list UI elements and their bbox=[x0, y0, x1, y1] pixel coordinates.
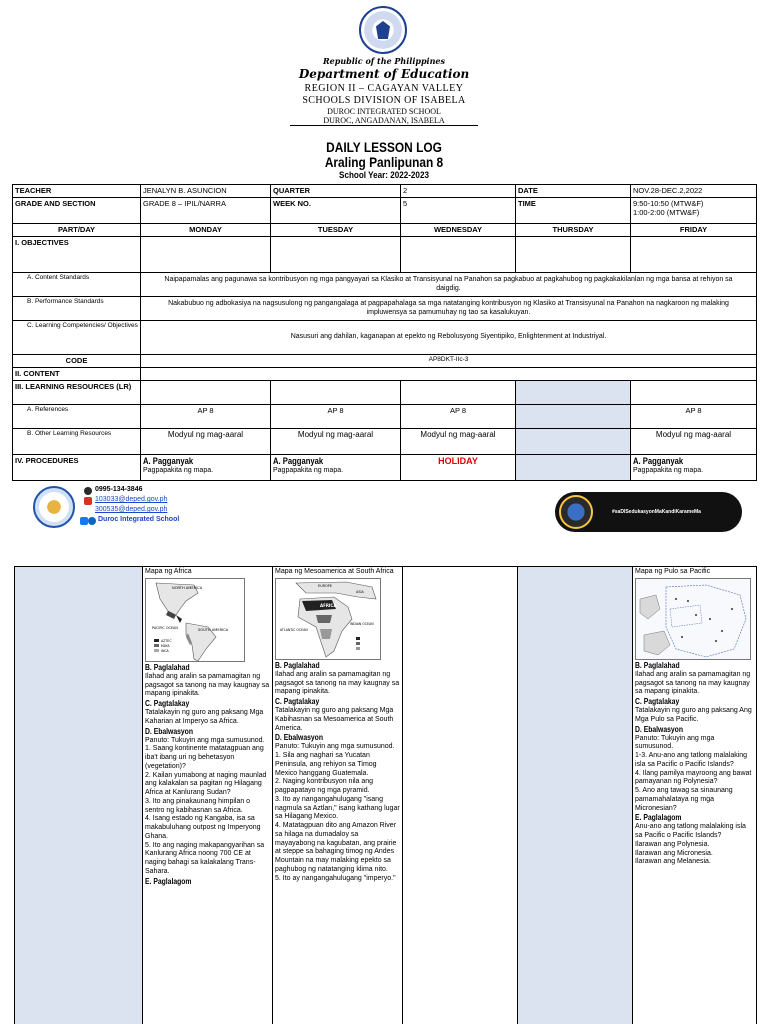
time-slot-1: 9:50-10:50 (MTW&F) bbox=[633, 199, 704, 208]
competencies-label: C. Learning Competencies/ Objectives bbox=[13, 321, 141, 355]
wednesday-continued bbox=[403, 567, 518, 1024]
monday-question-4: 4. Isang estado ng Kangaba, isa sa makabuluhang outpost ng Imperyong Ghana. bbox=[145, 815, 261, 840]
time-label: TIME bbox=[516, 198, 631, 224]
friday-ebalwasyon-text: Panuto: Tukuyin ang mga sumusunod. bbox=[635, 734, 715, 751]
map-label-south-america: SOUTH AMERICA bbox=[198, 627, 229, 632]
info-row-teacher bbox=[13, 185, 757, 198]
map-legend-maya: MAYA bbox=[161, 643, 170, 648]
tuesday-pagganyak-text: Pagpapakita ng mapa. bbox=[273, 466, 344, 474]
map-label-north-america: NORTH AMERICA bbox=[172, 585, 203, 590]
school-name: DUROC INTEGRATED SCHOOL bbox=[327, 107, 441, 116]
americas-map-image bbox=[145, 578, 245, 662]
part-day-header: PART/DAY bbox=[13, 224, 141, 237]
quarter-label: QUARTER bbox=[271, 185, 401, 198]
mail-icon bbox=[84, 497, 92, 505]
deped-seal-logo bbox=[359, 6, 407, 54]
map-label-asia: ASIA bbox=[356, 589, 364, 594]
tuesday-reference: AP 8 bbox=[271, 405, 401, 429]
facebook-icon bbox=[80, 517, 88, 525]
map-label-atlantic: ATLANTIC OCEAN bbox=[280, 627, 308, 632]
friday-paglalagom-text: Anu-ano ang tatlong malalaking isla sa Pacific o Pacific Islands? bbox=[635, 823, 746, 839]
friday-paglalahad-text: Ilahad ang aralin sa pamamagitan ng pagsagot sa tanong na may kaugnay sa mapang ipinakita. bbox=[635, 670, 751, 696]
thursday-shaded-cell bbox=[516, 455, 631, 481]
tuesday-pagtalakay-heading: C. Pagtalakay bbox=[275, 697, 320, 706]
tuesday-procedure bbox=[271, 455, 401, 481]
tuesday-continued bbox=[273, 567, 403, 1024]
thursday-shaded-cell bbox=[516, 381, 631, 405]
info-row-grade bbox=[13, 198, 757, 224]
friday-pagganyak-heading: A. Pagganyak bbox=[633, 456, 684, 466]
code-row bbox=[13, 355, 757, 368]
subject-title: Araling Panlipunan 8 bbox=[324, 154, 444, 170]
code-value: AP8DKT-IIc-3 bbox=[141, 355, 757, 368]
division-name: SCHOOLS DIVISION OF ISABELA bbox=[302, 95, 466, 106]
code-label: CODE bbox=[13, 355, 141, 368]
references-row bbox=[13, 405, 757, 429]
monday-question-2: 2. Kailan yumabong at naging maunlad ang kalakalan sa pagitan ng Hilagang Africa at Kanlurang Sudan? bbox=[145, 771, 267, 796]
friday-other-resource: Modyul ng mag-aaral bbox=[631, 429, 757, 455]
time-value bbox=[631, 198, 757, 224]
document-title: DAILY LESSON LOG bbox=[326, 139, 442, 155]
procedures-continued-row bbox=[15, 567, 757, 1024]
procedures-row bbox=[13, 455, 757, 481]
banner-hashtag: #saDISedukasyonMaKandiKarameMa bbox=[612, 509, 701, 515]
competencies-row bbox=[13, 321, 757, 355]
monday-other-resource: Modyul ng mag-aaral bbox=[141, 429, 271, 455]
friday-continued bbox=[633, 567, 757, 1024]
africa-map-image bbox=[275, 578, 381, 660]
tuesday-question-5: 5. Ito ay nangangahulugang "imperyo." bbox=[275, 874, 396, 882]
monday-paglalahad-heading: B. Paglalahad bbox=[145, 662, 190, 672]
monday-pagganyak-text: Pagpapakita ng mapa. bbox=[143, 466, 214, 474]
thursday-header: THURSDAY bbox=[516, 224, 631, 237]
tuesday-ebalwasyon-text: Panuto: Tukuyin ang mga sumusunod. bbox=[275, 743, 395, 751]
friday-procedure bbox=[631, 455, 757, 481]
friday-map-caption: Mapa ng Pulo sa Pacific bbox=[635, 568, 711, 575]
objectives-label: I. OBJECTIVES bbox=[13, 237, 141, 273]
tuesday-question-3: 3. Ito ay nangangahulugang "isang nagmula sa Aztlan," isang kathang lugar sa Hilagang Mexico. bbox=[275, 795, 400, 821]
monday-question-3: 3. Ito ang pinakaunang himpilan o sentro ng kabihasnan sa Africa. bbox=[145, 797, 251, 814]
monday-ebalwasyon-text: Panuto: Tukuyin ang mga sumusunod. bbox=[145, 736, 265, 744]
map-legend-aztec: AZTEC bbox=[161, 638, 172, 643]
grade-value: GRADE 8 – IPIL/NARRA bbox=[141, 198, 271, 224]
school-address: DUROC, ANGADANAN, ISABELA bbox=[323, 116, 445, 125]
content-label: II. CONTENT bbox=[13, 368, 141, 381]
monday-map-caption: Mapa ng Africa bbox=[145, 568, 192, 575]
messenger-icon bbox=[88, 517, 96, 525]
friday-question-1-3: 1-3. Anu-ano ang tatlong malalaking isla sa Pacific o Pacific Islands? bbox=[635, 752, 748, 768]
day-header-row bbox=[13, 224, 757, 237]
tuesday-question-1: 1. Sila ang naghari sa Yucatan Peninsula, ang rehiyon sa Timog Mexico hanggang Guatemala. bbox=[275, 752, 377, 777]
map-label-pacific: PACIFIC OCEAN bbox=[152, 625, 178, 630]
wednesday-other-resource: Modyul ng mag-aaral bbox=[401, 429, 516, 455]
tuesday-header: TUESDAY bbox=[271, 224, 401, 237]
performance-standards-label: B. Performance Standards bbox=[13, 297, 141, 321]
thursday-shaded-cell bbox=[516, 429, 631, 455]
tuesday-question-4: 4. Matatagpuan dito ang Amazon River sa hilaga na dumadaloy sa mayayabong na kagubatan, ang prairie at steppe sa bahaging timog ng Andes Mountain na may malaking epekto sa paghubog ng natatanging klima nito. bbox=[275, 822, 397, 873]
friday-reference: AP 8 bbox=[631, 405, 757, 429]
teacher-value: JENALYN B. ASUNCION bbox=[141, 185, 271, 198]
week-label: WEEK NO. bbox=[271, 198, 401, 224]
references-label: A. References bbox=[13, 405, 141, 429]
other-resources-label: B. Other Learning Resources bbox=[13, 429, 141, 455]
friday-paglalagom-heading: E. Paglalagom bbox=[635, 813, 682, 823]
grade-label: GRADE AND SECTION bbox=[13, 198, 141, 224]
week-value: 5 bbox=[401, 198, 516, 224]
monday-pagtalakay-heading: C. Pagtalakay bbox=[145, 699, 190, 708]
content-standards-label: A. Content Standards bbox=[13, 273, 141, 297]
monday-continued bbox=[143, 567, 273, 1024]
footer-school-name: Duroc Integrated School bbox=[98, 516, 180, 523]
wednesday-reference: AP 8 bbox=[401, 405, 516, 429]
content-standards-row bbox=[13, 273, 757, 297]
department-name: Department of Education bbox=[298, 67, 470, 81]
monday-question-1: 1. Saang kontinente matatagpuan ang iba't ibang uri ng behetasyon (vegetation)? bbox=[145, 745, 264, 770]
tuesday-paglalahad-text: Ilahad ang aralin sa pamamagitan ng pagsagot sa tanong na may kaugnay sa mapang ipinakita. bbox=[275, 670, 400, 696]
header-divider bbox=[290, 125, 478, 126]
monday-paglalagom-heading: E. Paglalagom bbox=[145, 876, 192, 886]
friday-question-5: 5. Ano ang tawag sa sinaunang pamamahalataya ng mga Micronesian? bbox=[635, 787, 733, 812]
tuesday-map-caption: Mapa ng Mesoamerica at South Africa bbox=[275, 568, 394, 575]
map-label-europe: EUROPE bbox=[318, 583, 332, 588]
tuesday-ebalwasyon-heading: D. Ebalwasyon bbox=[275, 733, 323, 743]
date-label: DATE bbox=[516, 185, 631, 198]
pacific-islands-map-image bbox=[635, 578, 751, 660]
quarter-value: 2 bbox=[401, 185, 516, 198]
region-name: REGION II – CAGAYAN VALLEY bbox=[304, 83, 464, 94]
friday-pagganyak-text: Pagpapakita ng mapa. bbox=[633, 466, 704, 474]
monday-ebalwasyon-heading: D. Ebalwasyon bbox=[145, 726, 193, 736]
part-column-shaded bbox=[15, 567, 143, 1024]
learning-resources-label: III. LEARNING RESOURCES (LR) bbox=[13, 381, 141, 405]
friday-paglalagom-item-1: Ilarawan ang Polynesia. bbox=[635, 840, 710, 848]
performance-standards-row bbox=[13, 297, 757, 321]
time-slot-2: 1:00-2:00 (MTW&F) bbox=[633, 208, 700, 217]
monday-header: MONDAY bbox=[141, 224, 271, 237]
wednesday-holiday: HOLIDAY bbox=[401, 455, 516, 481]
friday-header: FRIDAY bbox=[631, 224, 757, 237]
performance-standards-text: Nakabubuo ng adbokasiya na nagsusulong ng pangangalaga at pagpapahalaga sa mga natatanging kontribusyon ng Klasiko at Transisyunal na Panahon na nagkaroon ng malaking impluwensya sa pamumuhay ng tao sa kasalukuyan. bbox=[141, 297, 757, 321]
tuesday-pagtalakay-text: Tatalakayin ng guro ang paksang Mga Kabihasnan sa Mesoamerica at South America. bbox=[275, 707, 394, 732]
republic-line: Republic of the Philippines bbox=[322, 56, 445, 66]
monday-procedure bbox=[141, 455, 271, 481]
friday-pagtalakay-text: Tatalakayin ng guro ang paksang Ang Mga Pulo sa Pacific. bbox=[635, 707, 752, 723]
school-year: School Year: 2022-2023 bbox=[339, 170, 429, 180]
tuesday-pagganyak-heading: A. Pagganyak bbox=[273, 456, 324, 466]
friday-ebalwasyon-heading: D. Ebalwasyon bbox=[635, 724, 683, 734]
tuesday-paglalahad-heading: B. Paglalahad bbox=[275, 660, 320, 670]
monday-paglalahad-text: Ilahad ang aralin sa pamamagitan ng pagsagot sa tanong na may kaugnay sa mapang ipinakita. bbox=[145, 672, 270, 698]
map-legend-inca: INCA bbox=[161, 648, 169, 653]
teacher-label: TEACHER bbox=[13, 185, 141, 198]
competencies-text: Nasusuri ang dahilan, kaganapan at epekto ng Rebolusyong Siyentipiko, Enlightenment at Industriyal. bbox=[141, 321, 757, 355]
footer-email-2[interactable]: 300535@deped.gov.ph bbox=[95, 506, 168, 513]
other-resources-row bbox=[13, 429, 757, 455]
wednesday-header: WEDNESDAY bbox=[401, 224, 516, 237]
friday-question-4: 4. Ilang pamilya mayroong ang bawat pamayanan ng Polynesia? bbox=[635, 769, 752, 786]
friday-paglalahad-heading: B. Paglalahad bbox=[635, 660, 680, 670]
school-logo bbox=[33, 486, 75, 528]
content-standards-text: Naipapamalas ang pagunawa sa kontribusyon ng mga pangyayari sa Klasiko at Transisyunal na Panahon sa pagkabuo at pagkahubog ng pagkakakilanlan ng mga bansa at rehiyon sa daigdig. bbox=[141, 273, 757, 297]
monday-pagtalakay-text: Tatalakayin ng guro ang paksang Mga Kaharian at Imperyo sa Africa. bbox=[145, 709, 264, 725]
friday-paglalagom-item-3: Ilarawan ang Melanesia. bbox=[635, 858, 711, 866]
date-value: NOV.28-DEC.2,2022 bbox=[631, 185, 757, 198]
procedures-continued-table bbox=[14, 566, 757, 1024]
monday-reference: AP 8 bbox=[141, 405, 271, 429]
objectives-row bbox=[13, 237, 757, 273]
monday-pagganyak-heading: A. Pagganyak bbox=[143, 456, 194, 466]
phone-icon bbox=[84, 487, 92, 495]
footer-phone: 0995-134-3846 bbox=[95, 486, 143, 493]
learning-resources-row bbox=[13, 381, 757, 405]
friday-pagtalakay-heading: C. Pagtalakay bbox=[635, 697, 680, 706]
lesson-log-table bbox=[12, 184, 757, 481]
friday-paglalagom-item-2: Ilarawan ang Micronesia. bbox=[635, 849, 713, 857]
map-label-africa: AFRICA bbox=[320, 602, 337, 608]
thursday-shaded-cell bbox=[516, 405, 631, 429]
tuesday-question-2: 2. Naging kontribusyon nila ang pagpapatayo ng mga pyramid. bbox=[275, 778, 374, 794]
procedures-label: IV. PROCEDURES bbox=[13, 455, 141, 481]
content-row bbox=[13, 368, 757, 381]
map-label-indian: INDIAN OCEAN bbox=[350, 621, 374, 626]
tuesday-other-resource: Modyul ng mag-aaral bbox=[271, 429, 401, 455]
monday-question-5: 5. Ito ang naging makapangyarihan sa Kanlurang Africa noong 700 CE at naging bahagi sa kalakalang Trans-Sahara. bbox=[145, 841, 265, 875]
thursday-continued-shaded bbox=[518, 567, 633, 1024]
footer-email-1[interactable]: 103033@deped.gov.ph bbox=[95, 496, 168, 503]
banner-logo bbox=[559, 495, 593, 529]
